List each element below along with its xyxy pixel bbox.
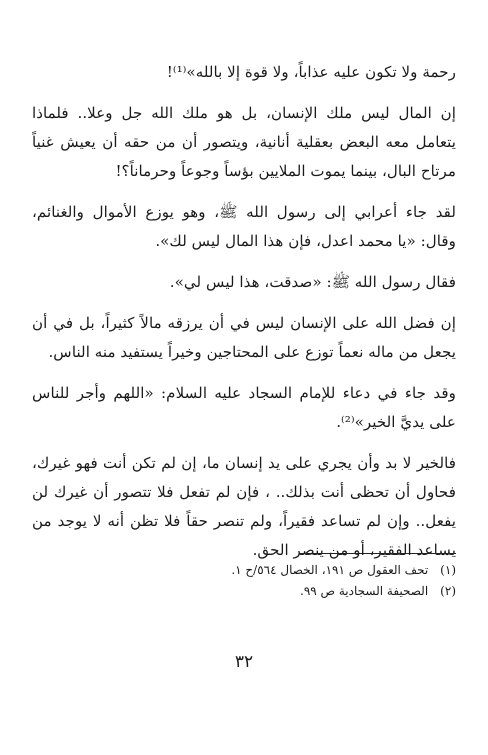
footnote-text: الصحيفة السجادية ص ٩٩.: [300, 584, 429, 598]
footnote-number: (٢): [440, 584, 456, 598]
footnote-1: [32, 560, 456, 581]
paragraph: رحمة ولا تكون عليه عذاباً، ولا قوة إلا بالله»⁽¹⁾!: [166, 63, 456, 81]
footnote-number: (١): [440, 563, 456, 577]
paragraph: لقد جاء أعرابي إلى رسول الله ﷺ، وهو يوزع الأموال والغنائم، وقال: «يا محمد اعدل، فإن هذا المال ليس لك».: [32, 203, 456, 250]
paragraph: وقد جاء في دعاء للإمام السجاد عليه السلام: «اللهم وأجر للناس على يديَّ الخير»⁽²⁾.: [32, 384, 456, 431]
footnote-text: تحف العقول ص ١٩١، الخصال ٥٦٤/ح ١.: [231, 563, 429, 577]
paragraph: إن المال ليس ملك الإنسان، بل هو ملك الله جل وعلا.. فلماذا يتعامل معه البعض بعقلية أنانية، ويتصور أن من حقه أن يعيش غنياً مرتاح البال، بينما يموت الملايين بؤساً وجوعاً وحرماناً؟!: [32, 104, 456, 180]
footnote-2: [32, 581, 456, 602]
footnotes: [32, 560, 456, 602]
footnote-divider: [300, 553, 456, 554]
paragraph: فقال رسول الله ﷺ: «صدقت، هذا ليس لي».: [169, 273, 456, 291]
page-number: ٣٢: [234, 652, 254, 672]
paragraph: فالخير لا بد وأن يجري على يد إنسان ما، إن لم تكن أنت فهو غيرك، فحاول أن تحظى أنت بذلك.. ، فإن لم تفعل فلا تتصور أن غيرك لن يفعل.. وإن لم تساعد فقيراً، ولم تنصر حقاً فلا تظن أنه لا يوجد من يساعد الفقير، أو من ينصر الحق.: [32, 454, 456, 559]
body-text: [32, 58, 456, 565]
paragraph: إن فضل الله على الإنسان ليس في أن يرزقه مالاً كثيراً، بل في أن يجعل من ماله نعماً توزع على المحتاجين وخيراً يستفيد منه الناس.: [32, 314, 456, 361]
